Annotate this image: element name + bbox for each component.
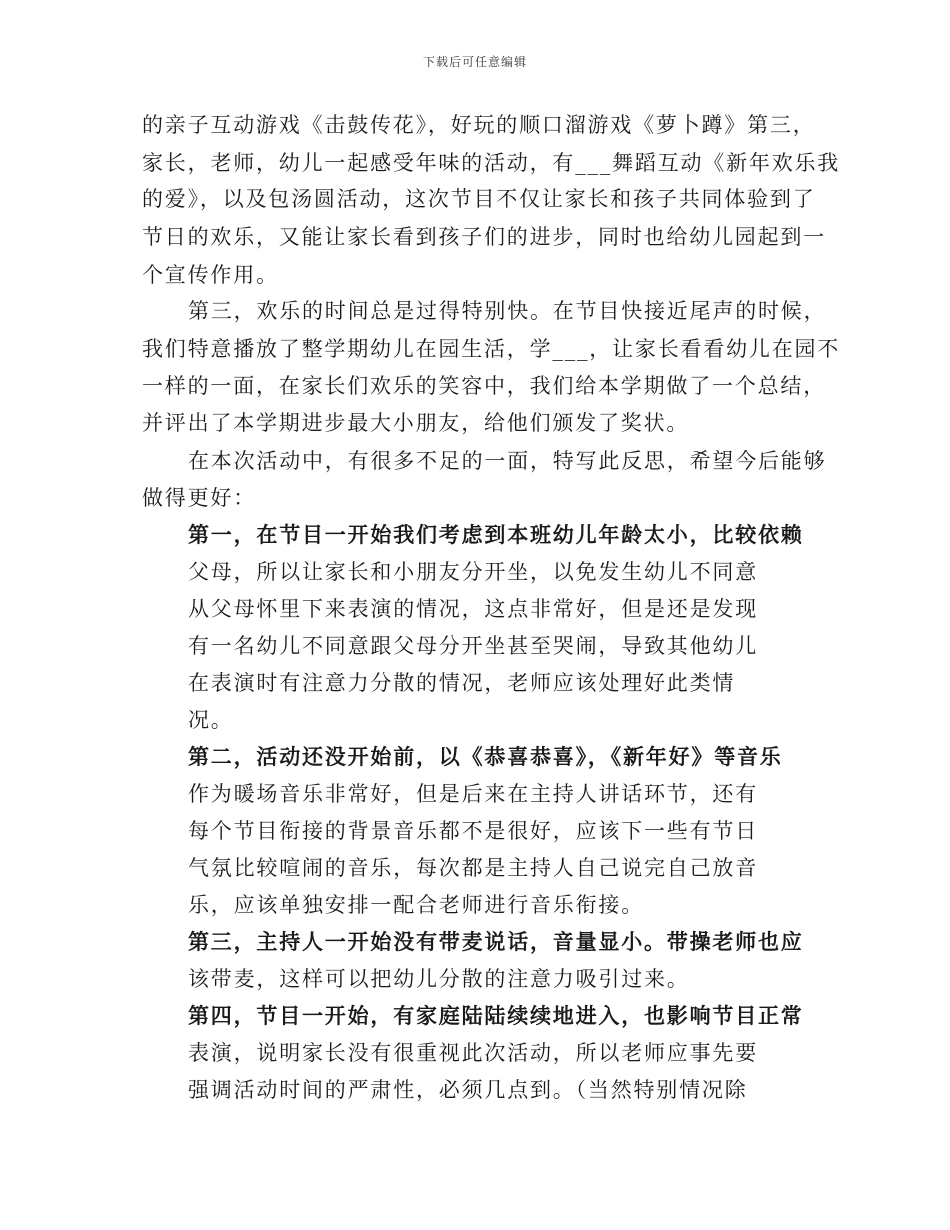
header-note: 下载后可任意编辑 xyxy=(422,55,527,69)
paragraph-1-line-5: 个宣传作用。 xyxy=(142,263,279,287)
point-3-line-1: 该带麦，这样可以把幼儿分散的注意力吸引过来。 xyxy=(188,967,690,991)
paragraph-2-line-4: 并评出了本学期进步最大小朋友，给他们颁发了奖状。 xyxy=(142,411,690,435)
point-4-heading: 第四，节目一开始，有家庭陆陆续续地进入，也影响节目正常 xyxy=(188,1003,804,1028)
paragraph-1-line-4: 节日的欢乐，又能让家长看到孩子们的进步，同时也给幼儿园起到一 xyxy=(142,225,826,249)
point-1-heading: 第一，在节目一开始我们考虑到本班幼儿年龄太小，比较依赖 xyxy=(188,522,804,547)
point-1-line-1: 父母，所以让家长和小朋友分开坐，以免发生幼儿不同意 xyxy=(188,560,758,584)
point-4-line-1: 表演，说明家长没有很重视此次活动，所以老师应事先要 xyxy=(188,1041,758,1065)
paragraph-2-line-1: 第三，欢乐的时间总是过得特别快。在节目快接近尾声的时候， xyxy=(188,299,827,323)
paragraph-3-line-1: 在本次活动中，有很多不足的一面，特写此反思，希望今后能够 xyxy=(188,449,827,473)
paragraph-1-line-2: 家长，老师，幼儿一起感受年味的活动，有___舞蹈互动《新年欢乐我 xyxy=(142,151,841,175)
paragraph-1-line-1: 的亲子互动游戏《击鼓传花》，好玩的顺口溜游戏《萝卜蹲》第三， xyxy=(142,113,816,137)
point-2-line-2: 每个节目衔接的背景音乐都不是很好，应该下一些有节日 xyxy=(188,819,758,843)
point-2-line-3: 气氛比较喧闹的音乐，每次都是主持人自己说完自己放音 xyxy=(188,856,758,880)
point-2-heading: 第二，活动还没开始前，以《恭喜恭喜》，《新年好》等音乐 xyxy=(188,744,783,769)
point-1-line-4: 在表演时有注意力分散的情况，老师应该处理好此类情 xyxy=(188,671,736,695)
point-1-line-5: 况。 xyxy=(188,708,234,732)
point-4-line-2: 强调活动时间的严肃性，必须几点到。（当然特别情况除 xyxy=(188,1078,748,1102)
point-2-line-4: 乐，应该单独安排一配合老师进行音乐衔接。 xyxy=(188,893,644,917)
paragraph-1-line-3: 的爱》，以及包汤圆活动，这次节目不仅让家长和孩子共同体验到了 xyxy=(142,187,816,211)
paragraph-3-line-2: 做得更好： xyxy=(142,486,256,510)
point-1-line-3: 有一名幼儿不同意跟父母分开坐甚至哭闹，导致其他幼儿 xyxy=(188,634,758,658)
point-3-heading: 第三，主持人一开始没有带麦说话，音量显小。带操老师也应 xyxy=(188,929,804,954)
paragraph-2-line-2: 我们特意播放了整学期幼儿在园生活，学___，让家长看看幼儿在园不 xyxy=(142,337,841,361)
paragraph-2-line-3: 一样的一面，在家长们欢乐的笑容中，我们给本学期做了一个总结， xyxy=(142,374,826,398)
point-1-line-2: 从父母怀里下来表演的情况，这点非常好，但是还是发现 xyxy=(188,597,758,621)
point-2-line-1: 作为暖场音乐非常好，但是后来在主持人讲话环节，还有 xyxy=(188,782,758,806)
